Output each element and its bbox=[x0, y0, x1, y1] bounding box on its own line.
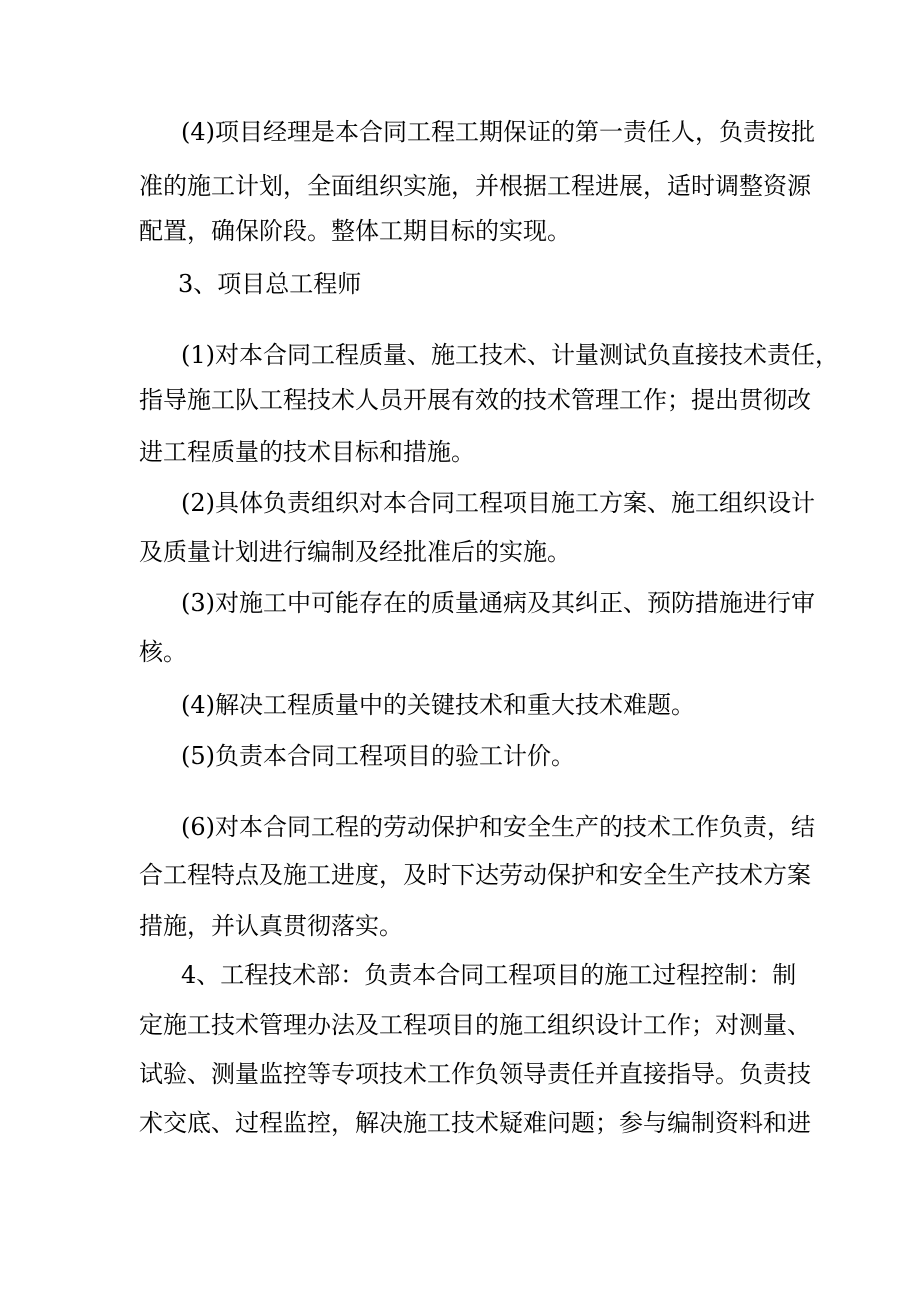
item-1-line-2: 指导施工队工程技术人员开展有效的技术管理工作；提出贯彻改 bbox=[139, 386, 811, 414]
para-4-line-1: (4)项目经理是本合同工程工期保证的第一责任人，负责按批 bbox=[181, 118, 815, 146]
para-4-line-2: 准的施工计划，全面组织实施，并根据工程进展，适时调整资源 bbox=[139, 172, 811, 200]
item-2-line-2: 及质量计划进行编制及经批准后的实施。 bbox=[139, 538, 571, 566]
section-4-line-1: 4、工程技术部：负责本合同工程项目的施工过程控制：制 bbox=[181, 961, 797, 989]
item-3-line-1: (3)对施工中可能存在的质量通病及其纠正、预防措施进行审 bbox=[181, 589, 815, 617]
item-2-line-1: (2)具体负责组织对本合同工程项目施工方案、施工组织设计 bbox=[181, 489, 815, 517]
para-4-line-3: 配置，确保阶段。整体工期目标的实现。 bbox=[139, 217, 571, 245]
item-6-line-3: 措施，并认真贯彻落实。 bbox=[139, 912, 403, 940]
item-1-line-1: (1)对本合同工程质量、施工技术、计量测试负直接技术责任， bbox=[181, 341, 839, 369]
section-4-line-3: 试验、测量监控等专项技术工作负领导责任并直接指导。负责技 bbox=[139, 1060, 811, 1088]
section-4-line-4: 术交底、过程监控，解决施工技术疑难问题；参与编制资料和进 bbox=[139, 1109, 811, 1137]
item-6-line-2: 合工程特点及施工进度，及时下达劳动保护和安全生产技术方案 bbox=[139, 861, 811, 889]
item-5-line: (5)负责本合同工程项目的验工计价。 bbox=[181, 742, 575, 770]
item-6-line-1: (6)对本合同工程的劳动保护和安全生产的技术工作负责，结 bbox=[181, 813, 815, 841]
item-1-line-3: 进工程质量的技术目标和措施。 bbox=[139, 438, 475, 466]
section-3-heading: 3、项目总工程师 bbox=[178, 270, 362, 298]
item-3-line-2: 核。 bbox=[139, 638, 187, 666]
section-4-line-2: 定施工技术管理办法及工程项目的施工组织设计工作；对测量、 bbox=[139, 1011, 811, 1039]
item-4-line: (4)解决工程质量中的关键技术和重大技术难题。 bbox=[181, 691, 695, 719]
